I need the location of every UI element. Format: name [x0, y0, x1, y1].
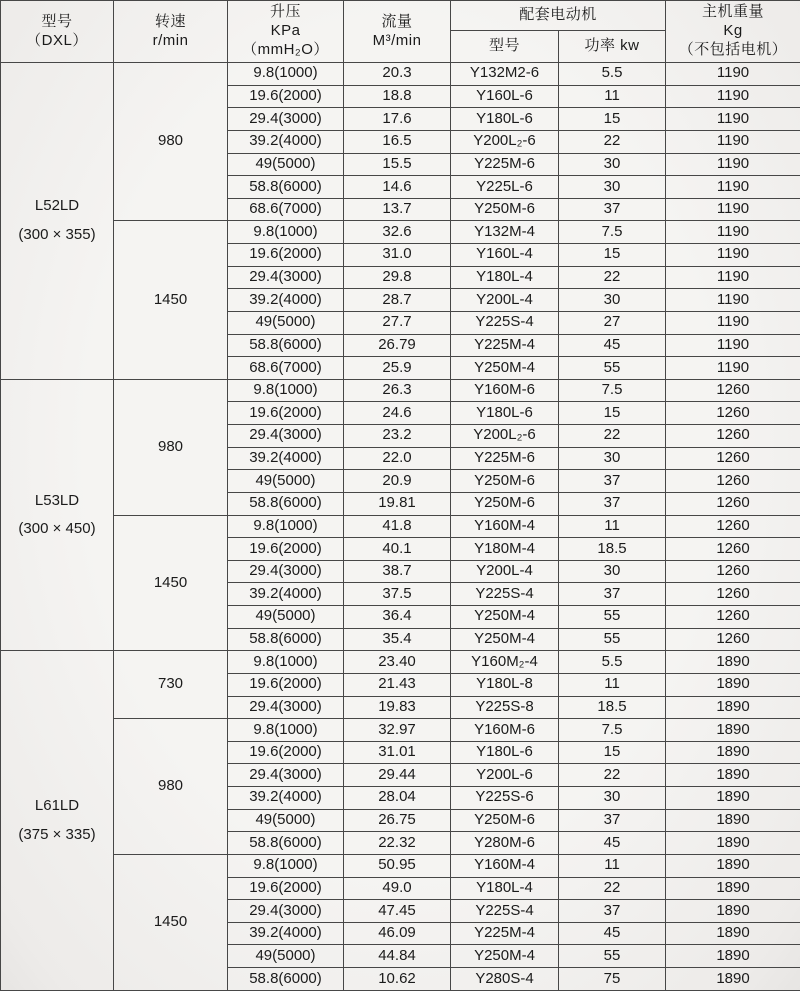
power-cell: 22	[559, 130, 666, 153]
pressure-cell: 19.6(2000)	[228, 741, 344, 764]
power-cell: 15	[559, 402, 666, 425]
model-size: (300 × 355)	[18, 225, 96, 243]
weight-cell: 1190	[666, 311, 800, 334]
power-cell: 11	[559, 85, 666, 108]
power-cell: 37	[559, 900, 666, 923]
weight-cell: 1890	[666, 900, 800, 923]
pressure-cell: 9.8(1000)	[228, 63, 344, 86]
weight-cell: 1890	[666, 719, 800, 742]
weight-cell: 1190	[666, 153, 800, 176]
motor-cell: Y280M-6	[451, 832, 559, 855]
header-pressure-line1: 升压	[269, 3, 301, 21]
header-speed-line1: 转速	[154, 12, 186, 30]
weight-cell: 1260	[666, 560, 800, 583]
flow-cell: 26.75	[344, 809, 451, 832]
power-cell: 15	[559, 108, 666, 131]
power-cell: 15	[559, 244, 666, 267]
speed-cell: 1450	[114, 515, 228, 651]
weight-cell: 1890	[666, 968, 800, 991]
pressure-cell: 19.6(2000)	[228, 85, 344, 108]
pressure-cell: 68.6(7000)	[228, 357, 344, 380]
pressure-cell: 68.6(7000)	[228, 198, 344, 221]
speed-cell: 730	[114, 651, 228, 719]
header-motor-model: 型号	[451, 31, 559, 63]
pressure-cell: 9.8(1000)	[228, 379, 344, 402]
pressure-cell: 9.8(1000)	[228, 719, 344, 742]
weight-cell: 1890	[666, 696, 800, 719]
power-cell: 37	[559, 809, 666, 832]
motor-cell: Y132M-4	[451, 221, 559, 244]
weight-cell: 1190	[666, 108, 800, 131]
flow-cell: 47.45	[344, 900, 451, 923]
power-cell: 37	[559, 583, 666, 606]
model-cell	[1, 379, 114, 651]
header-speed-line2: r/min	[152, 31, 189, 49]
motor-cell: Y180L-6	[451, 402, 559, 425]
motor-cell: Y225S-8	[451, 696, 559, 719]
motor-cell: Y225M-6	[451, 153, 559, 176]
motor-cell: Y225S-6	[451, 787, 559, 810]
flow-cell: 31.01	[344, 741, 451, 764]
flow-cell: 22.0	[344, 447, 451, 470]
flow-cell: 29.44	[344, 764, 451, 787]
weight-cell: 1890	[666, 945, 800, 968]
motor-cell: Y250M-6	[451, 809, 559, 832]
spec-row	[1, 719, 800, 742]
flow-cell: 50.95	[344, 854, 451, 877]
pressure-cell: 49(5000)	[228, 945, 344, 968]
pressure-cell: 49(5000)	[228, 809, 344, 832]
flow-cell: 17.6	[344, 108, 451, 131]
motor-cell: Y250M-4	[451, 357, 559, 380]
motor-cell: Y225M-4	[451, 922, 559, 945]
pressure-cell: 29.4(3000)	[228, 108, 344, 131]
header-weight-line1: 主机重量	[702, 3, 765, 21]
power-cell: 37	[559, 492, 666, 515]
table-header	[1, 1, 800, 63]
weight-cell: 1260	[666, 402, 800, 425]
pressure-cell: 58.8(6000)	[228, 832, 344, 855]
power-cell: 7.5	[559, 719, 666, 742]
flow-cell: 10.62	[344, 968, 451, 991]
flow-cell: 20.9	[344, 470, 451, 493]
pressure-cell: 39.2(4000)	[228, 922, 344, 945]
weight-cell: 1190	[666, 244, 800, 267]
motor-cell: Y180L-6	[451, 108, 559, 131]
motor-cell: Y160M-6	[451, 379, 559, 402]
power-cell: 22	[559, 266, 666, 289]
power-cell: 7.5	[559, 379, 666, 402]
flow-cell: 23.2	[344, 425, 451, 448]
pressure-cell: 29.4(3000)	[228, 900, 344, 923]
motor-cell: Y180L-4	[451, 266, 559, 289]
weight-cell: 1190	[666, 221, 800, 244]
header-weight-line2: Kg	[723, 22, 743, 40]
pressure-cell: 39.2(4000)	[228, 289, 344, 312]
weight-cell: 1190	[666, 198, 800, 221]
flow-cell: 26.3	[344, 379, 451, 402]
motor-cell: Y200L-6	[451, 764, 559, 787]
flow-cell: 21.43	[344, 673, 451, 696]
motor-cell: Y250M-4	[451, 606, 559, 629]
weight-cell: 1890	[666, 651, 800, 674]
weight-cell: 1260	[666, 538, 800, 561]
weight-cell: 1260	[666, 425, 800, 448]
motor-cell: Y160M-4	[451, 854, 559, 877]
motor-cell: Y180M-4	[451, 538, 559, 561]
pressure-cell: 29.4(3000)	[228, 764, 344, 787]
pressure-cell: 39.2(4000)	[228, 447, 344, 470]
weight-cell: 1890	[666, 832, 800, 855]
header-flow	[344, 1, 451, 63]
speed-cell: 980	[114, 63, 228, 221]
power-cell: 18.5	[559, 538, 666, 561]
pressure-cell: 39.2(4000)	[228, 583, 344, 606]
weight-cell: 1260	[666, 606, 800, 629]
pressure-cell: 9.8(1000)	[228, 651, 344, 674]
speed-cell: 980	[114, 719, 228, 855]
header-flow-line2: M³/min	[372, 31, 422, 49]
header-motor-group: 配套电动机	[451, 1, 666, 31]
flow-cell: 19.83	[344, 696, 451, 719]
header-row-1	[1, 1, 800, 31]
weight-cell: 1260	[666, 470, 800, 493]
weight-cell: 1260	[666, 583, 800, 606]
motor-cell: Y225S-4	[451, 311, 559, 334]
pressure-cell: 29.4(3000)	[228, 425, 344, 448]
weight-cell: 1190	[666, 130, 800, 153]
weight-cell: 1260	[666, 492, 800, 515]
pressure-cell: 49(5000)	[228, 470, 344, 493]
pressure-cell: 49(5000)	[228, 153, 344, 176]
weight-cell: 1190	[666, 334, 800, 357]
flow-cell: 35.4	[344, 628, 451, 651]
spec-row	[1, 221, 800, 244]
pressure-cell: 19.6(2000)	[228, 877, 344, 900]
header-weight-line3: （不包括电机）	[678, 40, 788, 58]
weight-cell: 1890	[666, 764, 800, 787]
motor-cell: Y180L-6	[451, 741, 559, 764]
pressure-cell: 58.8(6000)	[228, 492, 344, 515]
weight-cell: 1190	[666, 266, 800, 289]
pressure-cell: 29.4(3000)	[228, 560, 344, 583]
weight-cell: 1890	[666, 809, 800, 832]
motor-cell: Y280S-4	[451, 968, 559, 991]
power-cell: 45	[559, 922, 666, 945]
pressure-cell: 49(5000)	[228, 311, 344, 334]
pressure-cell: 9.8(1000)	[228, 221, 344, 244]
motor-cell: Y160M-6	[451, 719, 559, 742]
pressure-cell: 19.6(2000)	[228, 538, 344, 561]
power-cell: 11	[559, 515, 666, 538]
header-weight	[666, 1, 800, 63]
flow-cell: 22.32	[344, 832, 451, 855]
power-cell: 11	[559, 673, 666, 696]
speed-cell: 1450	[114, 854, 228, 990]
motor-cell: Y250M-4	[451, 628, 559, 651]
power-cell: 5.5	[559, 651, 666, 674]
spec-row	[1, 515, 800, 538]
pressure-cell: 39.2(4000)	[228, 130, 344, 153]
flow-cell: 15.5	[344, 153, 451, 176]
flow-cell: 37.5	[344, 583, 451, 606]
power-cell: 55	[559, 945, 666, 968]
flow-cell: 24.6	[344, 402, 451, 425]
motor-cell: Y160M₂-4	[451, 651, 559, 674]
power-cell: 27	[559, 311, 666, 334]
weight-cell: 1890	[666, 741, 800, 764]
flow-cell: 38.7	[344, 560, 451, 583]
power-cell: 45	[559, 334, 666, 357]
weight-cell: 1890	[666, 673, 800, 696]
flow-cell: 23.40	[344, 651, 451, 674]
motor-cell: Y250M-6	[451, 198, 559, 221]
power-cell: 7.5	[559, 221, 666, 244]
speed-cell: 980	[114, 379, 228, 515]
weight-cell: 1190	[666, 357, 800, 380]
pressure-cell: 29.4(3000)	[228, 266, 344, 289]
flow-cell: 32.97	[344, 719, 451, 742]
motor-cell: Y200L-4	[451, 560, 559, 583]
header-pressure-line2: KPa	[270, 22, 301, 40]
pressure-cell: 49(5000)	[228, 606, 344, 629]
weight-cell: 1890	[666, 877, 800, 900]
header-model	[1, 1, 114, 63]
power-cell: 22	[559, 425, 666, 448]
flow-cell: 28.04	[344, 787, 451, 810]
motor-cell: Y160L-6	[451, 85, 559, 108]
pressure-cell: 19.6(2000)	[228, 673, 344, 696]
spec-row	[1, 379, 800, 402]
pressure-cell: 9.8(1000)	[228, 515, 344, 538]
flow-cell: 40.1	[344, 538, 451, 561]
header-model-line2: （DXL）	[26, 31, 88, 49]
header-speed	[114, 1, 228, 63]
motor-cell: Y250M-6	[451, 470, 559, 493]
weight-cell: 1890	[666, 787, 800, 810]
pressure-cell: 19.6(2000)	[228, 244, 344, 267]
pressure-cell: 9.8(1000)	[228, 854, 344, 877]
weight-cell: 1190	[666, 63, 800, 86]
weight-cell: 1890	[666, 922, 800, 945]
pressure-cell: 58.8(6000)	[228, 968, 344, 991]
pressure-cell: 58.8(6000)	[228, 334, 344, 357]
model-size: (375 × 335)	[18, 825, 96, 843]
power-cell: 22	[559, 877, 666, 900]
power-cell: 30	[559, 787, 666, 810]
spec-row	[1, 651, 800, 674]
flow-cell: 25.9	[344, 357, 451, 380]
power-cell: 30	[559, 560, 666, 583]
flow-cell: 29.8	[344, 266, 451, 289]
motor-cell: Y225S-4	[451, 900, 559, 923]
motor-cell: Y250M-4	[451, 945, 559, 968]
spec-row	[1, 854, 800, 877]
motor-cell: Y160L-4	[451, 244, 559, 267]
pressure-cell: 58.8(6000)	[228, 628, 344, 651]
motor-cell: Y180L-4	[451, 877, 559, 900]
flow-cell: 14.6	[344, 176, 451, 199]
flow-cell: 31.0	[344, 244, 451, 267]
header-flow-line1: 流量	[381, 12, 413, 30]
motor-cell: Y225M-6	[451, 447, 559, 470]
weight-cell: 1260	[666, 447, 800, 470]
spec-table-body	[1, 63, 800, 991]
motor-cell: Y200L₂-6	[451, 130, 559, 153]
model-name: L52LD	[34, 197, 80, 215]
flow-cell: 46.09	[344, 922, 451, 945]
power-cell: 5.5	[559, 63, 666, 86]
weight-cell: 1260	[666, 379, 800, 402]
power-cell: 75	[559, 968, 666, 991]
flow-cell: 44.84	[344, 945, 451, 968]
power-cell: 30	[559, 176, 666, 199]
header-pressure-line3: （mmH₂O）	[242, 40, 329, 58]
pressure-cell: 19.6(2000)	[228, 402, 344, 425]
flow-cell: 32.6	[344, 221, 451, 244]
power-cell: 30	[559, 447, 666, 470]
weight-cell: 1260	[666, 628, 800, 651]
motor-cell: Y200L₂-6	[451, 425, 559, 448]
power-cell: 18.5	[559, 696, 666, 719]
spec-row	[1, 63, 800, 86]
motor-cell: Y225M-4	[451, 334, 559, 357]
power-cell: 37	[559, 470, 666, 493]
motor-cell: Y160M-4	[451, 515, 559, 538]
weight-cell: 1190	[666, 176, 800, 199]
flow-cell: 16.5	[344, 130, 451, 153]
flow-cell: 28.7	[344, 289, 451, 312]
power-cell: 30	[559, 153, 666, 176]
power-cell: 22	[559, 764, 666, 787]
model-size: (300 × 450)	[18, 520, 96, 537]
flow-cell: 26.79	[344, 334, 451, 357]
flow-cell: 13.7	[344, 198, 451, 221]
pressure-cell: 29.4(3000)	[228, 696, 344, 719]
motor-cell: Y225L-6	[451, 176, 559, 199]
power-cell: 55	[559, 628, 666, 651]
power-cell: 11	[559, 854, 666, 877]
motor-cell: Y200L-4	[451, 289, 559, 312]
flow-cell: 19.81	[344, 492, 451, 515]
header-model-line1: 型号	[41, 12, 73, 30]
power-cell: 55	[559, 606, 666, 629]
model-cell	[1, 63, 114, 380]
weight-cell: 1260	[666, 515, 800, 538]
flow-cell: 20.3	[344, 63, 451, 86]
flow-cell: 27.7	[344, 311, 451, 334]
power-cell: 37	[559, 198, 666, 221]
weight-cell: 1890	[666, 854, 800, 877]
motor-cell: Y225S-4	[451, 583, 559, 606]
motor-cell: Y180L-8	[451, 673, 559, 696]
speed-cell: 1450	[114, 221, 228, 379]
header-motor-power: 功率 kw	[559, 31, 666, 63]
weight-cell: 1190	[666, 289, 800, 312]
pressure-cell: 58.8(6000)	[228, 176, 344, 199]
model-cell	[1, 651, 114, 991]
flow-cell: 18.8	[344, 85, 451, 108]
motor-cell: Y132M2-6	[451, 63, 559, 86]
model-name: L53LD	[34, 491, 80, 509]
model-name: L61LD	[34, 797, 80, 815]
flow-cell: 36.4	[344, 606, 451, 629]
power-cell: 55	[559, 357, 666, 380]
power-cell: 30	[559, 289, 666, 312]
weight-cell: 1190	[666, 85, 800, 108]
flow-cell: 49.0	[344, 877, 451, 900]
pressure-cell: 39.2(4000)	[228, 787, 344, 810]
flow-cell: 41.8	[344, 515, 451, 538]
header-pressure	[228, 1, 344, 63]
power-cell: 15	[559, 741, 666, 764]
motor-cell: Y250M-6	[451, 492, 559, 515]
power-cell: 45	[559, 832, 666, 855]
